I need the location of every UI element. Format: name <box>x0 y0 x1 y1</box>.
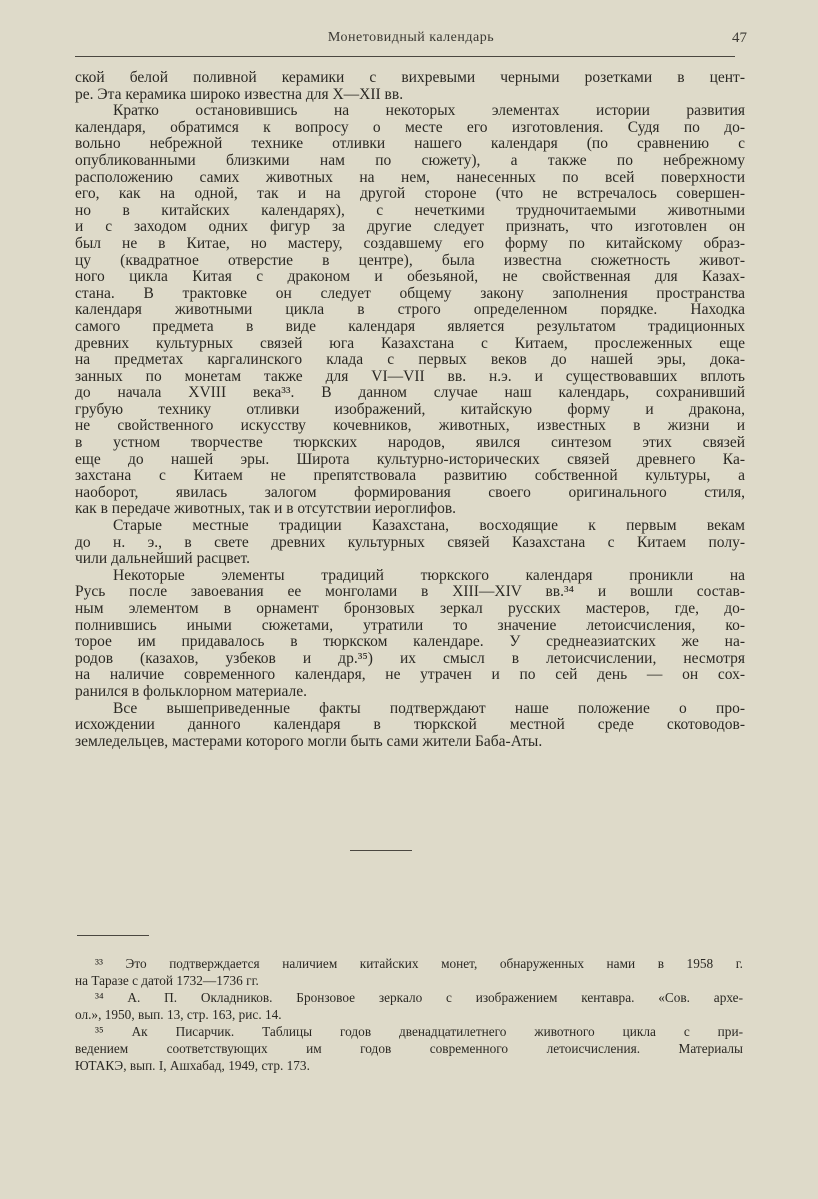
text-line: опубликованными близкими нам по сюжету), а также по небрежному <box>75 152 745 169</box>
text-line: древних культурных связей юга Казахстана с Китаем, прослеженных еще <box>75 335 745 352</box>
page-number: 47 <box>732 30 747 46</box>
text-line: самого предмета в виде календаря является результатом традиционных <box>75 318 745 335</box>
footnote-line: ол.», 1950, вып. 13, стр. 163, рис. 14. <box>75 1007 282 1022</box>
header-rule <box>75 56 735 57</box>
text-line: еще до нашей эры. Широта культурно-исторических связей древнего Ка- <box>75 451 745 468</box>
text-line: вольно небрежной технике отливки нашего календаря (по сравнению с <box>75 136 745 153</box>
text-line: Старые местные традиции Казахстана, восходящие к первым векам <box>113 518 745 535</box>
footnotes <box>75 955 743 1074</box>
text-line: ранился в фольклорном материале. <box>75 683 308 700</box>
text-line: стана. В трактовке он следует общему закону заполнения пространства <box>75 285 745 302</box>
footnote-line: на Таразе с датой 1732—1736 гг. <box>75 973 259 988</box>
paragraph <box>75 701 745 751</box>
footnote-line: ³⁵ Ак Писарчик. Таблицы годов двенадцатилетнего животного цикла с при- <box>95 1024 743 1039</box>
paragraph <box>75 103 745 518</box>
page-header <box>75 30 747 52</box>
text-line: ре. Эта керамика широко известна для X—XII вв. <box>75 86 404 103</box>
text-line: ного цикла Китая с драконом и обезьяной, не свойственная для Казах- <box>75 269 745 286</box>
text-line: и с заходом одних фигур за другие следует признать, что изготовлен он <box>75 219 745 236</box>
text-line: Русь после завоевания ее монголами в XIII—XIV вв.³⁴ и вошли состав- <box>75 584 745 601</box>
text-line: календаря животными цикла в строго определенном порядке. Находка <box>75 302 745 319</box>
text-line: его, как на одной, так и на другой стороне (что не встречалось совершен- <box>75 186 745 203</box>
text-line: ской белой поливной керамики с вихревыми черными розетками в цент- <box>75 70 745 86</box>
text-line: занных по монетам также для VI—VII вв. н.э. и существовавших вплоть <box>75 368 745 385</box>
text-line: не свойственного искусству кочевников, животных, известных в жизни и <box>75 418 745 435</box>
footnote-line: ведением соответствующих им годов современного летоисчисления. Материалы <box>75 1041 743 1056</box>
footnote-line: ЮТАКЭ, вып. I, Ашхабад, 1949, стр. 173. <box>75 1058 310 1073</box>
text-line: торое им придавалось в тюркском календаре. У среднеазиатских же на- <box>75 634 745 651</box>
text-line: на наличие современного календаря, не утрачен и по сей день — он сох- <box>75 667 745 684</box>
text-line: родов (казахов, узбеков и др.³⁵) их смысл в летоисчислении, несмотря <box>75 650 745 667</box>
running-title: Монетовидный календарь <box>327 30 495 45</box>
text-line: ным элементом в орнамент бронзовых зеркал русских мастеров, где, до- <box>75 601 745 617</box>
footnote-line: ³³ Это подтверждается наличием китайских монет, обнаруженных нами в 1958 г. <box>95 956 743 971</box>
text-line: полнившись иными сюжетами, утратили то значение летоисчисления, ко- <box>75 617 745 634</box>
text-line: захстана с Китаем не препятствовала развитию собственной культуры, а <box>75 468 745 485</box>
footnote <box>75 955 743 989</box>
text-line: расположению самих животных на нем, нанесенных по всей поверхности <box>75 169 745 186</box>
text-line: в устном творчестве тюркских народов, явился синтезом этих связей <box>75 435 745 452</box>
text-line: цу (квадратное отверстие в центре), была известна сюжетность живот- <box>75 252 745 269</box>
text-line: был не в Китае, но мастеру, создавшему его форму по китайскому образ- <box>75 235 745 252</box>
text-line: как в передаче животных, так и в отсутствии иероглифов. <box>75 501 457 518</box>
paragraph <box>75 70 745 103</box>
footnote-separator <box>77 935 149 936</box>
text-line: Некоторые элементы традиций тюркского календаря проникли на <box>113 567 745 584</box>
paragraph <box>75 518 745 568</box>
text-line: чили дальнейший расцвет. <box>75 551 250 568</box>
main-text <box>75 70 745 750</box>
text-line: земледельцев, мастерами которого могли быть сами жители Баба-Аты. <box>75 733 543 750</box>
paragraph <box>75 568 745 701</box>
text-line: до н. э., в свете древних культурных связей Казахстана с Китаем полу- <box>75 534 745 551</box>
text-line: Все вышеприведенные факты подтверждают наше положение о про- <box>113 700 745 717</box>
footnote <box>75 1023 743 1074</box>
footnote-line: ³⁴ А. П. Окладников. Бронзовое зеркало с изображением кентавра. «Сов. архе- <box>95 990 743 1005</box>
text-line: но в китайских календарях), с нечеткими трудночитаемыми животными <box>75 202 745 219</box>
footnote <box>75 989 743 1023</box>
section-end-rule <box>350 850 412 851</box>
text-line: до начала XVIII века³³. В данном случае наш календарь, сохранивший <box>75 385 745 402</box>
text-line: Кратко остановившись на некоторых элементах истории развития <box>113 103 745 120</box>
text-line: на предметах каргалинского клада с первых веков до нашей эры, дока- <box>75 352 745 369</box>
text-line: исхождении данного календаря в тюркской местной среде скотоводов- <box>75 717 745 734</box>
text-line: наоборот, явилась залогом формирования своего оригинального стиля, <box>75 484 745 501</box>
text-line: грубую технику отливки изображений, китайскую форму и дракона, <box>75 401 745 418</box>
text-line: календаря, обратимся к вопросу о месте его изготовления. Судя по до- <box>75 119 745 136</box>
